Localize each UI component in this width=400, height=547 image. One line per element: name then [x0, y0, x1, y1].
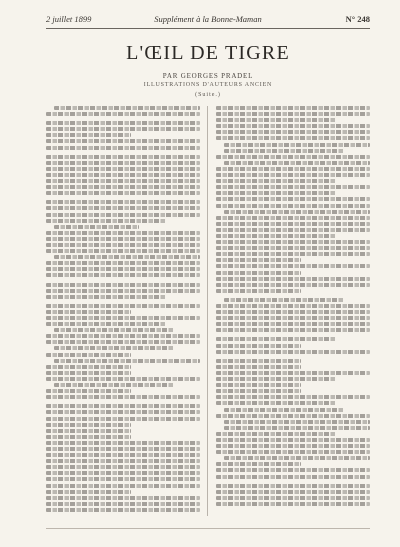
text-line	[46, 502, 200, 506]
text-line	[216, 258, 301, 262]
text-line	[46, 490, 131, 494]
text-line	[216, 310, 370, 314]
text-line	[46, 283, 200, 287]
column-divider	[207, 106, 208, 516]
text-line	[46, 410, 200, 414]
text-line	[46, 371, 131, 375]
text-line	[46, 200, 200, 204]
text-line	[224, 298, 344, 302]
text-line	[46, 206, 200, 210]
text-line	[46, 133, 131, 137]
text-line	[54, 359, 200, 363]
text-line	[46, 365, 131, 369]
text-line	[46, 340, 200, 344]
text-line	[216, 389, 301, 393]
text-line	[216, 271, 301, 275]
text-line	[46, 261, 200, 265]
text-line	[46, 243, 200, 247]
text-line	[46, 179, 200, 183]
text-line	[46, 231, 200, 235]
text-line	[216, 264, 370, 268]
text-line	[46, 465, 200, 469]
text-line	[216, 502, 370, 506]
text-line	[46, 139, 200, 143]
text-line	[216, 462, 301, 466]
text-line	[224, 420, 370, 424]
text-line	[224, 408, 344, 412]
text-line	[216, 450, 370, 454]
text-line	[46, 267, 200, 271]
text-line	[216, 277, 370, 281]
header-rule	[46, 28, 370, 29]
text-line	[216, 234, 336, 238]
text-line	[46, 459, 200, 463]
text-line	[54, 383, 174, 387]
text-line	[216, 173, 370, 177]
text-line	[216, 179, 336, 183]
text-line	[54, 328, 174, 332]
text-line	[46, 191, 200, 195]
text-line	[216, 401, 336, 405]
text-line	[54, 255, 200, 259]
text-line	[46, 484, 200, 488]
article-chapter: (Suite.)	[195, 92, 221, 98]
text-line	[46, 395, 200, 399]
text-line	[216, 365, 301, 369]
text-line	[46, 146, 200, 150]
text-line	[216, 204, 370, 208]
text-line	[224, 161, 370, 165]
text-line	[216, 191, 336, 195]
text-line	[216, 106, 370, 110]
text-line	[46, 441, 200, 445]
text-line	[224, 210, 370, 214]
text-line	[216, 222, 370, 226]
text-line	[46, 112, 200, 116]
text-line	[46, 121, 200, 125]
text-line	[224, 456, 370, 460]
text-line	[216, 359, 301, 363]
header-supplement: Supplément à la Bonne-Maman	[154, 14, 262, 24]
text-line	[216, 252, 370, 256]
text-line	[216, 112, 370, 116]
text-line	[216, 383, 301, 387]
text-line	[216, 496, 370, 500]
text-line	[54, 225, 139, 229]
text-line	[46, 213, 200, 217]
text-line	[46, 423, 131, 427]
text-line	[46, 273, 200, 277]
page-header	[46, 14, 370, 28]
text-line	[216, 136, 370, 140]
text-line	[216, 118, 336, 122]
article-byline: PAR GEORGES PRADEL	[162, 72, 254, 80]
text-line	[216, 240, 370, 244]
text-line	[216, 350, 370, 354]
text-line	[216, 216, 370, 220]
text-line	[216, 167, 370, 171]
text-line	[216, 414, 370, 418]
footer-rule	[46, 528, 370, 529]
text-line	[216, 289, 301, 293]
text-line	[216, 304, 370, 308]
text-line	[46, 429, 131, 433]
text-line	[46, 249, 200, 253]
text-line	[216, 328, 370, 332]
text-line	[216, 432, 336, 436]
text-line	[216, 246, 370, 250]
text-line	[224, 149, 344, 153]
text-line	[46, 389, 131, 393]
text-line	[216, 371, 370, 375]
header-issue-number: N° 248	[345, 14, 370, 24]
text-line	[46, 219, 166, 223]
text-line	[46, 471, 200, 475]
text-line	[216, 185, 370, 189]
text-line	[216, 490, 370, 494]
text-line	[46, 404, 200, 408]
text-line	[216, 475, 370, 479]
article-title: L'ŒIL DE TIGRE	[126, 42, 290, 64]
text-line	[46, 334, 200, 338]
text-line	[216, 468, 370, 472]
text-line	[46, 167, 200, 171]
text-line	[216, 197, 370, 201]
text-line	[54, 106, 200, 110]
text-line	[46, 417, 200, 421]
text-line	[46, 310, 131, 314]
text-line	[216, 377, 336, 381]
text-line	[224, 143, 370, 147]
text-line	[46, 496, 200, 500]
text-column-right	[216, 106, 370, 526]
text-line	[46, 322, 166, 326]
text-line	[224, 426, 370, 430]
text-line	[46, 435, 131, 439]
text-line	[216, 484, 370, 488]
text-line	[216, 155, 370, 159]
text-line	[46, 185, 200, 189]
text-line	[216, 337, 336, 341]
text-line	[216, 124, 370, 128]
text-line	[46, 353, 131, 357]
text-line	[46, 477, 200, 481]
text-line	[46, 304, 200, 308]
text-line	[46, 237, 200, 241]
text-line	[216, 316, 370, 320]
text-line	[216, 344, 301, 348]
text-line	[46, 161, 200, 165]
text-line	[216, 438, 370, 442]
text-line	[46, 508, 200, 512]
text-line	[216, 444, 370, 448]
text-line	[216, 283, 370, 287]
text-line	[216, 322, 370, 326]
text-line	[46, 289, 200, 293]
text-line	[46, 447, 200, 451]
text-line	[46, 453, 200, 457]
header-date: 2 juillet 1899	[46, 14, 92, 24]
text-line	[46, 155, 200, 159]
text-column-left	[46, 106, 200, 526]
text-line	[46, 377, 200, 381]
text-line	[46, 316, 200, 320]
article-illustrations-credit: ILLUSTRATIONS D'AUTEURS ANCIEN	[143, 82, 273, 88]
text-line	[54, 346, 174, 350]
text-line	[46, 127, 200, 131]
text-line	[46, 295, 166, 299]
text-line	[216, 395, 370, 399]
text-line	[46, 173, 200, 177]
text-line	[216, 130, 370, 134]
text-line	[216, 228, 370, 232]
